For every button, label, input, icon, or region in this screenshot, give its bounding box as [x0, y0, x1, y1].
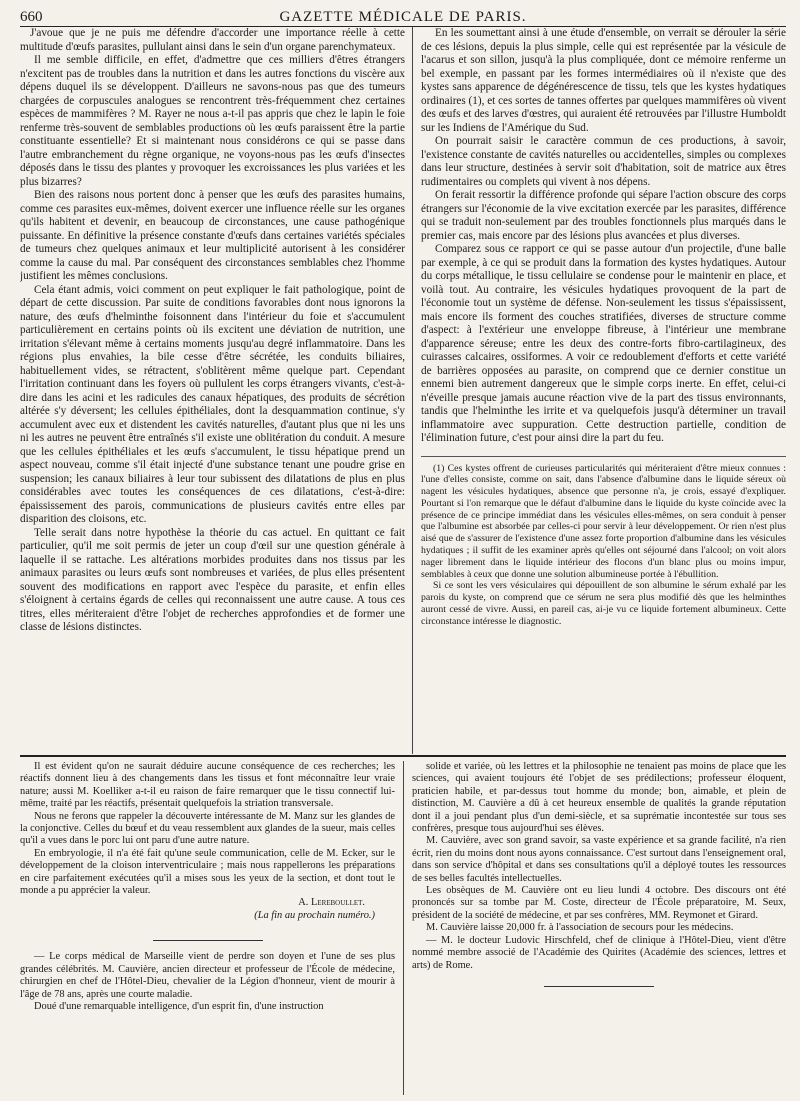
author-name: A. Lereboullet.	[298, 897, 365, 909]
paragraph: Bien des raisons nous portent donc à penser que les œufs des parasites humains, comme ces parasites eux-mêmes, doivent exercer une influence réelle sur les organes qu'ils habitent et devenir, en beaucoup de circonstances, une cause pathogénique puissante. En définitive la présence constante d'œufs dans certaines variétés spéciales de tumeurs chez quelques animaux et leur multiplicité autorisent à les considérer comme la cause du mal. Par conséquent des circonstances semblables chez l'homme justifient les mêmes conclusions.	[20, 189, 405, 282]
paragraph: Telle serait dans notre hypothèse la théorie du cas actuel. En quittant ce fait particulier, qu'il me soit permis de jeter un coup d'œil sur une question générale à laquelle il se rattache. Les altérations morbides produites dans nos tissus par les animaux parasites ou leurs œufs sont nombreuses et variées, de plus elles présentent souvent des modifications en rapport avec l'espèce du parasite, et enfin elles s'éloignent à certains égards de celles qui reconnaissent une autre cause. A tous ces titres, elles mériteraient d'être l'objet de recherches approfondies et de former une classe de lésions distinctes.	[20, 526, 405, 633]
page-number: 660	[20, 9, 43, 25]
bottom-right-column	[404, 761, 786, 1095]
page-header	[20, 0, 786, 27]
paragraph: Il me semble difficile, en effet, d'admettre que ces milliers d'êtres étrangers n'excitent pas de troubles dans la nutrition et dans les autres fonctions du viscère aux dépens duquel ils se développent. D'ailleurs ne savons-nous pas que des tumeurs chargées de corpuscules analogues se rencontrent très-fréquemment chez certaines espèces de mammifères ? M. Rayer ne nous a-t-il pas appris que chez le lapin le foie renferme très-souvent de semblables productions où les œufs paraissent être la partie constituante essentielle? Et si maintenant nous considérons ce qui se passe dans l'autre embranchement du règne organique, ne voyons-nous pas les œufs d'insectes déposés dans le tissu des plantes y provoquer les excroissances les plus variées et les plus bizarres?	[20, 54, 405, 188]
author-signature	[20, 897, 395, 909]
running-title: GAZETTE MÉDICALE DE PARIS.	[279, 9, 527, 25]
paragraph: Il est évident qu'on ne saurait déduire aucune conséquence de ces recherches; les réactifs donnent lieu à des changements dans les tissus et font méconnaître leur vraie nature; aussi M. Koelliker a-t-il eu raison de faire remarquer que le tissu connectif lui-même, traité par les réactifs, présentait quelquefois la striation transversale.	[20, 761, 395, 810]
obituary-paragraph: — Le corps médical de Marseille vient de perdre son doyen et l'une de ses plus grandes célébrités. M. Cauvière, ancien directeur et professeur de l'École de médecine, chirurgien en chef de l'Hôtel-Dieu, chevalier de la Légion d'honneur, vient de mourir à l'âge de 78 ans, après une courte maladie.	[20, 951, 395, 1000]
paragraph: M. Cauvière laisse 20,000 fr. à l'association de secours pour les médecins.	[426, 922, 734, 934]
paragraph: Nous ne ferons que rappeler la découverte intéressante de M. Manz sur les glandes de la conjonctive. Celles du bœuf et du veau ressemblent aux glandes de la sueur, mais celles qu'il a vues dans le porc lui ont paru d'une autre nature.	[20, 810, 395, 847]
continuation-note: (La fin au prochain numéro.)	[254, 909, 375, 921]
paragraph: On ferait ressortir la différence profonde qui sépare l'action obscure des corps étrangers sur l'économie de la vive excitation exercée par les parasites, différence qui se traduit non-seulement par des troubles fonctionnels plus marqués dans le premier cas, mais encore par des lésions plus avancées et plus diverses.	[421, 189, 786, 242]
paragraph: En les soumettant ainsi à une étude d'ensemble, on verrait se dérouler la série de ces lésions, depuis la plus simple, celle qui est représentée par la vésicule de l'acarus et son sillon, jusqu'à la plus compliquée, dont ce mémoire renferme un bel exemple, en passant par les formes intermédiaires où il n'existe que des kystes sans apparence de dégénérescence de tissu, tels que les kystes hydatiques ordinaires (1), et ces sortes de tannes offertes par quelques mammifères où vivent des œufs et des larves d'œstres, qui auraient été retrouvées par l'illustre Humboldt sur les Indiens de l'Amérique du Sud.	[421, 27, 786, 134]
paragraph: M. Cauvière, avec son grand savoir, sa vaste expérience et sa grande facilité, n'a rien écrit, rien du moins dont nous ayons connaissance. C'est surtout dans l'enseignement oral, dans son service d'hôpital et dans ses consultations qu'il a déployé toutes les ressources de ses belles facultés intellectuelles.	[412, 835, 786, 884]
paragraph: En embryologie, il n'a été fait qu'une seule communication, celle de M. Ecker, sur le développement de la cloison interventriculaire ; mais nous rappellerons les préparations en cire parfaitement exécutées qu'il a mises sous les yeux de la section, et dont tout le monde a pu apprécier la valeur.	[20, 847, 395, 897]
article-bottom-section	[20, 761, 786, 1095]
paragraph: On pourrait saisir le caractère commun de ces productions, à savoir, l'existence constante de cavités naturelles ou accidentelles, simples ou complexes dans leur structure, destinées à servir soit d'habitation, soit de matrice aux êtres rudimentaires ou complets qui vivent à nos dépens.	[421, 135, 786, 188]
obituary-paragraph: Doué d'une remarquable intelligence, d'un esprit fin, d'une instruction	[34, 1000, 324, 1012]
top-right-column	[413, 27, 786, 754]
footnote-paragraph: Si ce sont les vers vésiculaires qui dépouillent de son albumine le sérum exhalé par les parois du kyste, on comprend que ce sérum ne sera plus modifié dès que les helminthes auront cessé de vivre. Aussi, en pareil cas, ai-je vu ce liquide fortement albumineux. Cette circonstance intéresse le diagnostic.	[421, 580, 786, 627]
article-top-section	[20, 27, 786, 754]
top-left-column	[20, 27, 413, 754]
paragraph: Comparez sous ce rapport ce qui se passe autour d'un projectile, d'une balle par exemple, à ce qui se produit dans la formation des kystes hydatiques. Autour du corps métallique, le tissu cellulaire se condense pour le maintenir en place, et voilà tout. Au contraire, les vésicules hydatiques provoquent de la part de l'économie tout un système de défense. Non-seulement les tissus s'épaississent, mais encore ils forment des couches stratifiées, diverses de structure comme d'aspect: à l'extérieur une enveloppe fibreuse, à l'intérieur une membrane d'apparence séreuse; entre les deux des contre-forts fibro-cartilagineux, des cuirasses calcaires, ossiformes. A voir ce redoublement d'efforts et cette variété de barrières opposées au parasite, on comprend que ce dernier constitue un ennemi bien autrement dangereux que le simple corps inerte. En effet, celui-ci n'éveille presque jamais aucune réaction vive de la part des tissus environnants, tandis que l'helminthe les irrite et va quelquefois jusqu'à déterminer un travail inflammatoire avec suppuration. Cette destruction partielle, condition de l'élimination future, c'est pour ainsi dire la part du feu.	[421, 243, 786, 444]
footnote-divider	[421, 456, 786, 457]
paragraph: Cela étant admis, voici comment on peut expliquer le fait pathologique, point de départ de cette discussion. Par suite de conditions favorables dont nous ignorons la nature, des œufs d'helminthe foisonnent dans l'intérieur du foie et s'accumulent particulièrement en certains points où ils excitent une déviation de nutrition, une irritation s'élevant même à certains moments jusqu'au degré inflammatoire. Dans les régions plus envahies, la bile cesse d'être sécrétée, les conduits biliaires, habituellement vides, se rétractent, s'oblitèrent même quelque part. Cependant l'irritation continuant dans les foyers où pullulent les corps étrangers vivants, c'est-à-dire dans les acini et les radicules des canaux hépatiques, des produits de sécrétion altérée s'y déversent; les cellules épithéliales, dont la desquammation continue, s'y accumulent avec eux et distendent les cavités naturelles, d'autant plus que ni les uns ni les autres ne peuvent être entraînés s'il existe une oblitération du conduit. A mesure que les cellules épithéliales et les œufs s'accumulent, le tissu hépatique prend un aspect nouveau, comme s'il était injecté d'une substance tenant une poudre grise en suspension; les canaux biliaires à leur tour subissent des dilatations de plus en plus considérables avec toutes les conséquences de ces dilatations, c'est-à-dire: épaississement des parois, communications de plusieurs cavités entre elles par disparition des cloisons, etc.	[20, 283, 405, 525]
bottom-left-column	[20, 761, 404, 1095]
short-divider	[153, 940, 263, 941]
paragraph: Les obsèques de M. Cauvière ont eu lieu lundi 4 octobre. Des discours ont été prononcés sur sa tombe par M. Coste, directeur de l'École préparatoire, M. Seux, président de la société de médecine, et par ses confrères, MM. Reymonet et Girard.	[412, 885, 786, 921]
footnote-paragraph: (1) Ces kystes offrent de curieuses particularités qui mériteraient d'être mieux connues : l'une d'elles consiste, comme on sait, dans l'absence d'albumine dans le liquide séreux où nagent les vésicules hydatiques, absence que personne n'a, je crois, essayé d'expliquer. Pourtant si l'on remarque que le défaut d'albumine dans le liquide du kyste coïncide avec la présence de ce principe immédiat dans les vésicules elles-mêmes, on sera conduit à penser que l'albumine est absorbée par celles-ci pour servir à leur développement. Or rien n'est plus aisé que de s'assurer de l'existence d'une assez forte proportion d'albumine dans les vésicules hydatiques ; il suffit de les examiner après qu'elles ont séjourné dans l'alcool; on voit alors nager librement dans le liquide intérieur des flocons d'un blanc plus ou moins impur, semblables à ceux que donne une solution albumineuse portée à l'ébullition.	[421, 462, 786, 580]
section-divider	[20, 755, 786, 757]
footnote	[421, 463, 786, 628]
paragraph: — M. le docteur Ludovic Hirschfeld, chef de clinique à l'Hôtel-Dieu, vient d'être nommé membre associé de l'Académie des Quirites (Académie des sciences, lettres et arts) de Rome.	[412, 934, 786, 971]
paragraph: J'avoue que je ne puis me défendre d'accorder une importance réelle à cette multitude d'œufs parasites, pullulant ainsi dans le sein d'un organe parenchymateux.	[20, 27, 405, 53]
short-divider	[544, 986, 654, 987]
paragraph: solide et variée, où les lettres et la philosophie ne tenaient pas moins de place que les sciences, qui avaient toujours été l'objet de ses prédilections; professeur éloquent, praticien habile, et par-dessus tout homme du monde; bon, aimable, et plein de distinction, M. Cauvière a dû à cet heureux ensemble de qualités la grande réputation dont il a joui pendant plus d'un demi-siècle, et sa suprématie incontestée sur tous ses confrères, presque tous aujourd'hui ses élèves.	[412, 761, 786, 835]
